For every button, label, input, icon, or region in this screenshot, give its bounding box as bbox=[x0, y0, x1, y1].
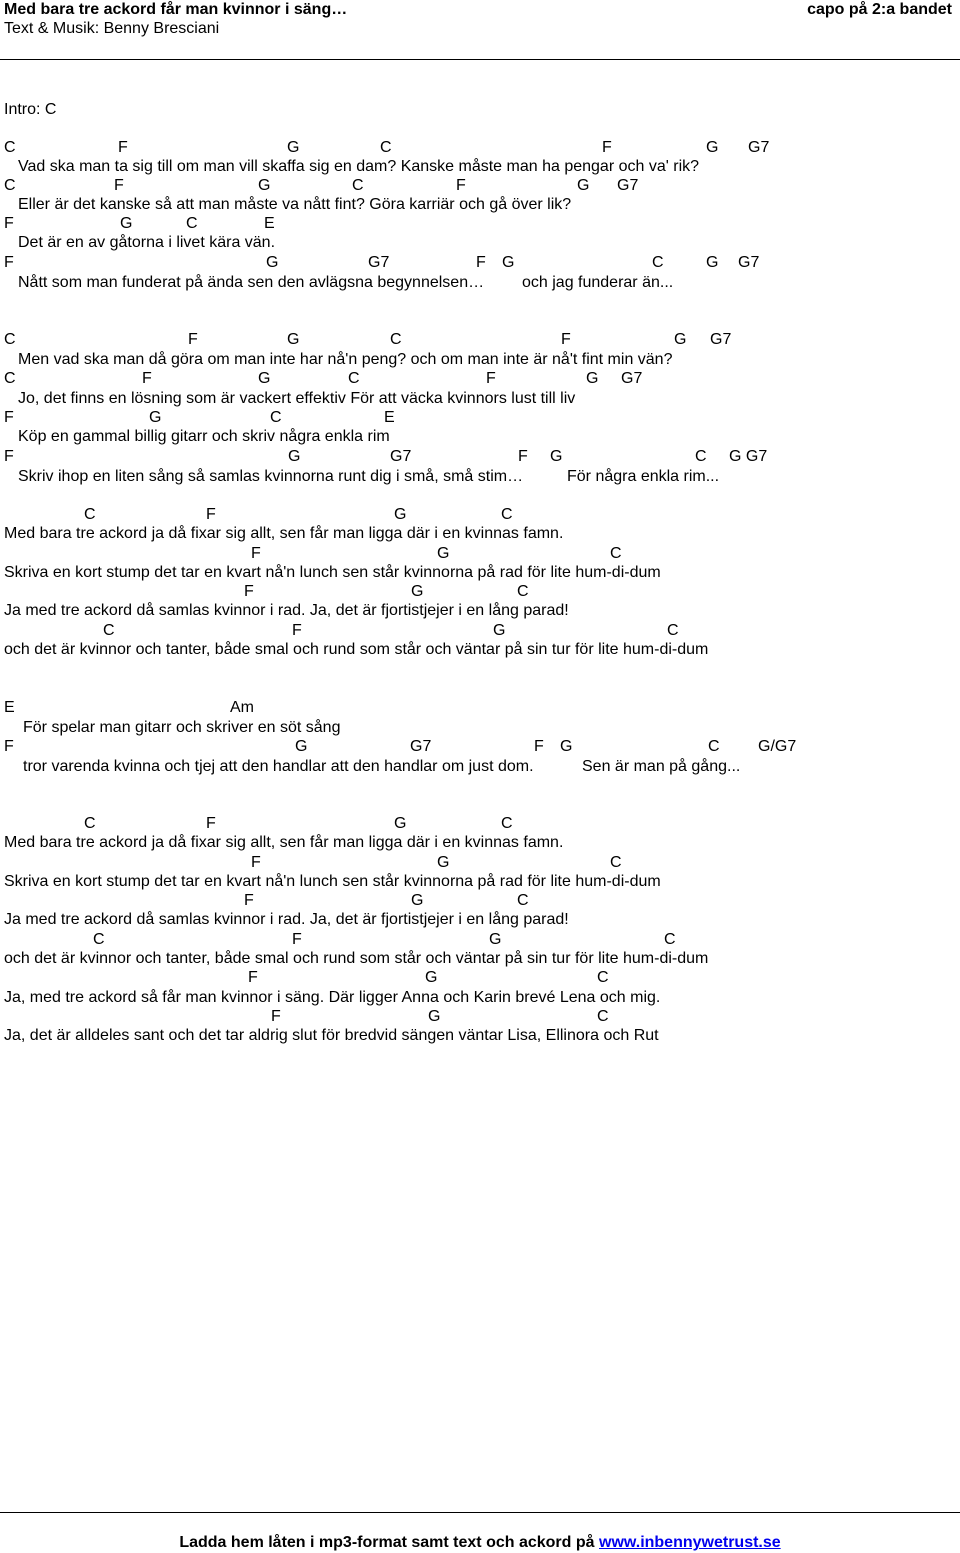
chord-line bbox=[0, 214, 275, 234]
website-link[interactable]: www.inbennywetrust.se bbox=[599, 1534, 781, 1551]
lyric-line bbox=[0, 157, 700, 177]
chord: F bbox=[602, 139, 612, 156]
lyric-line bbox=[0, 467, 720, 487]
chord: F bbox=[118, 139, 128, 156]
chord: C bbox=[501, 506, 513, 523]
chord: F bbox=[4, 738, 14, 755]
chord: C bbox=[186, 215, 198, 232]
intro-text: Intro: C bbox=[4, 101, 57, 118]
lyric: Skriva en kort stump det tar en kvart nå'n lunch sen står kvinnorna på rad för lite hum-di-dum bbox=[4, 873, 661, 890]
chord-line bbox=[0, 176, 639, 196]
lyric: Eller är det kanske så att man måste va nått fint? Göra karriär och gå över lik? bbox=[18, 196, 572, 213]
chord: C bbox=[597, 969, 609, 986]
chord-line bbox=[0, 621, 679, 641]
chord: G bbox=[550, 448, 563, 465]
chord: G bbox=[149, 409, 162, 426]
chord: G bbox=[258, 177, 271, 194]
lyric-line bbox=[0, 718, 341, 738]
lyric: tror varenda kvinna och tjej att den handlar att den handlar om just dom. bbox=[23, 758, 534, 775]
chord: G bbox=[706, 139, 719, 156]
footer-text: Ladda hem låten i mp3-format samt text och ackord på bbox=[179, 1534, 595, 1551]
lyric-line bbox=[0, 833, 564, 853]
lyric: Ja, med tre ackord så får man kvinnor i säng. Där ligger Anna och Karin brevé Lena och mig. bbox=[4, 989, 661, 1006]
chord-line bbox=[0, 698, 254, 718]
lyric-line bbox=[0, 524, 564, 544]
lyric-line bbox=[0, 1026, 659, 1046]
chord: G bbox=[295, 738, 308, 755]
chord: G bbox=[411, 583, 424, 600]
chord: C bbox=[380, 139, 392, 156]
chord: G bbox=[437, 545, 450, 562]
lyric-line bbox=[0, 195, 572, 215]
chord: C bbox=[610, 545, 622, 562]
chord: C bbox=[348, 370, 360, 387]
lyric: Med bara tre ackord ja då fixar sig allt, sen får man ligga där i en kvinnas famn. bbox=[4, 525, 564, 542]
lyric: Skriva en kort stump det tar en kvart nå'n lunch sen står kvinnorna på rad för lite hum-di-dum bbox=[4, 564, 661, 581]
chord-line bbox=[0, 253, 760, 273]
chord: G bbox=[287, 139, 300, 156]
lyric-line bbox=[0, 872, 661, 892]
lyric-line bbox=[0, 350, 673, 370]
chord: G7 bbox=[710, 331, 732, 348]
chord: C bbox=[4, 370, 16, 387]
chord-line bbox=[0, 1007, 609, 1027]
chord: E bbox=[384, 409, 395, 426]
chord: F bbox=[251, 854, 261, 871]
chord: F bbox=[271, 1008, 281, 1025]
chord: F bbox=[251, 545, 261, 562]
chord: G7 bbox=[390, 448, 412, 465]
chord: F bbox=[292, 931, 302, 948]
chord: E bbox=[264, 215, 275, 232]
chord: G bbox=[674, 331, 687, 348]
chord: G7 bbox=[748, 139, 770, 156]
chord-line bbox=[0, 330, 732, 350]
chord: G bbox=[425, 969, 438, 986]
header-divider bbox=[0, 59, 960, 60]
chord: F bbox=[456, 177, 466, 194]
chord: C bbox=[84, 506, 96, 523]
chord: C bbox=[4, 331, 16, 348]
chord: Am bbox=[230, 699, 254, 716]
lyric: För spelar man gitarr och skriver en söt sång bbox=[23, 719, 341, 736]
chord: G bbox=[560, 738, 573, 755]
chord-line bbox=[0, 408, 395, 428]
lyric: Ja, det är alldeles sant och det tar aldrig slut för bredvid sängen väntar Lisa, Ellinora och Rut bbox=[4, 1027, 659, 1044]
footer bbox=[0, 1533, 960, 1553]
chord: G bbox=[489, 931, 502, 948]
lyric: Jo, det finns en lösning som är vackert effektiv För att väcka kvinnors lust till liv bbox=[18, 390, 576, 407]
chord: G bbox=[493, 622, 506, 639]
chord: C bbox=[708, 738, 720, 755]
chord: C bbox=[93, 931, 105, 948]
lyric-line bbox=[0, 988, 661, 1008]
footer-divider bbox=[0, 1512, 960, 1513]
lyric: Ja med tre ackord då samlas kvinnor i rad. Ja, det är fjortistjejer i en lång parad! bbox=[4, 911, 569, 928]
chord-line bbox=[0, 737, 797, 757]
chord: C bbox=[84, 815, 96, 832]
chord: F bbox=[206, 506, 216, 523]
chord: G bbox=[287, 331, 300, 348]
chord: C bbox=[4, 139, 16, 156]
chord: F bbox=[4, 448, 14, 465]
chord: C bbox=[610, 854, 622, 871]
lyric-line bbox=[0, 601, 569, 621]
chord: C bbox=[390, 331, 402, 348]
lyric-line bbox=[0, 233, 276, 253]
chord: C bbox=[103, 622, 115, 639]
chord: G/G7 bbox=[758, 738, 797, 755]
lyric: För några enkla rim... bbox=[567, 468, 720, 485]
chord: G7 bbox=[368, 254, 390, 271]
chord-line bbox=[0, 891, 529, 911]
chord: F bbox=[4, 215, 14, 232]
chord: C bbox=[352, 177, 364, 194]
lyric-line bbox=[0, 949, 709, 969]
chord: G bbox=[394, 815, 407, 832]
chord: F bbox=[244, 892, 254, 909]
lyric-line bbox=[0, 910, 569, 930]
chord: F bbox=[561, 331, 571, 348]
lyric: Sen är man på gång... bbox=[582, 758, 741, 775]
chord: F bbox=[248, 969, 258, 986]
chord: F bbox=[292, 622, 302, 639]
chord: F bbox=[244, 583, 254, 600]
chord: F bbox=[4, 409, 14, 426]
chord: C bbox=[695, 448, 707, 465]
chord: C bbox=[664, 931, 676, 948]
lyric-line bbox=[0, 640, 709, 660]
lyric: Men vad ska man då göra om man inte har nå'n peng? och om man inte är nå't fint min vän? bbox=[18, 351, 673, 368]
chord: G bbox=[411, 892, 424, 909]
chord: F bbox=[486, 370, 496, 387]
chord: F bbox=[4, 254, 14, 271]
chord: G bbox=[266, 254, 279, 271]
chord: C bbox=[501, 815, 513, 832]
chord: G bbox=[120, 215, 133, 232]
chord-line bbox=[0, 138, 770, 158]
song-title: Med bara tre ackord får man kvinnor i säng… bbox=[4, 1, 348, 18]
chord: F bbox=[188, 331, 198, 348]
lyric-line bbox=[0, 757, 741, 777]
lyric-line bbox=[0, 389, 576, 409]
chord-line bbox=[0, 930, 676, 950]
chord: F bbox=[206, 815, 216, 832]
chord: F bbox=[476, 254, 486, 271]
chord-line bbox=[0, 447, 768, 467]
chord: G bbox=[428, 1008, 441, 1025]
lyric: och det är kvinnor och tanter, både smal och rund som står och väntar på sin tur för lite hum-di-dum bbox=[4, 950, 709, 967]
chord: F bbox=[142, 370, 152, 387]
chord: G bbox=[577, 177, 590, 194]
lyric: Köp en gammal billig gitarr och skriv några enkla rim bbox=[18, 428, 390, 445]
lyric: Med bara tre ackord ja då fixar sig allt, sen får man ligga där i en kvinnas famn. bbox=[4, 834, 564, 851]
lyric: Vad ska man ta sig till om man vill skaffa sig en dam? Kanske måste man ha pengar och va' rik? bbox=[18, 158, 700, 175]
lyric: Det är en av gåtorna i livet kära vän. bbox=[18, 234, 276, 251]
chord: C bbox=[270, 409, 282, 426]
chord: E bbox=[4, 699, 15, 716]
chord: F bbox=[114, 177, 124, 194]
chord: G bbox=[706, 254, 719, 271]
chord: C bbox=[517, 583, 529, 600]
chord: C bbox=[4, 177, 16, 194]
chord: C bbox=[652, 254, 664, 271]
chord-line bbox=[0, 582, 529, 602]
chord-line bbox=[0, 544, 622, 564]
chord-line bbox=[0, 369, 643, 389]
chord-line bbox=[0, 505, 513, 525]
chord: G bbox=[258, 370, 271, 387]
chord-line bbox=[0, 968, 609, 988]
chord: G bbox=[394, 506, 407, 523]
song-credits: Text & Musik: Benny Bresciani bbox=[4, 20, 220, 37]
lyric: och det är kvinnor och tanter, både smal och rund som står och väntar på sin tur för lite hum-di-dum bbox=[4, 641, 709, 658]
chord-line bbox=[0, 814, 513, 834]
chord: C bbox=[597, 1008, 609, 1025]
lyric-line bbox=[0, 427, 390, 447]
lyric: Ja med tre ackord då samlas kvinnor i rad. Ja, det är fjortistjejer i en lång parad! bbox=[4, 602, 569, 619]
capo-note: capo på 2:a bandet bbox=[807, 1, 952, 18]
intro-line bbox=[0, 100, 57, 120]
chord: C bbox=[517, 892, 529, 909]
chord-line bbox=[0, 853, 622, 873]
chord: F bbox=[534, 738, 544, 755]
chord: G bbox=[288, 448, 301, 465]
lyric: Nått som man funderat på ända sen den avlägsna begynnelsen… bbox=[18, 274, 485, 291]
lyric-line bbox=[0, 273, 674, 293]
chord: G bbox=[502, 254, 515, 271]
chord: G7 bbox=[621, 370, 643, 387]
chord: G bbox=[586, 370, 599, 387]
chord: F bbox=[518, 448, 528, 465]
chord: G bbox=[437, 854, 450, 871]
chord: G7 bbox=[617, 177, 639, 194]
lyric: Skriv ihop en liten sång så samlas kvinnorna runt dig i små, små stim… bbox=[18, 468, 524, 485]
lyric: och jag funderar än... bbox=[522, 274, 674, 291]
lyric-line bbox=[0, 563, 661, 583]
chord: C bbox=[667, 622, 679, 639]
chord: G7 bbox=[738, 254, 760, 271]
chord: G7 bbox=[410, 738, 432, 755]
chord: G G7 bbox=[729, 448, 768, 465]
